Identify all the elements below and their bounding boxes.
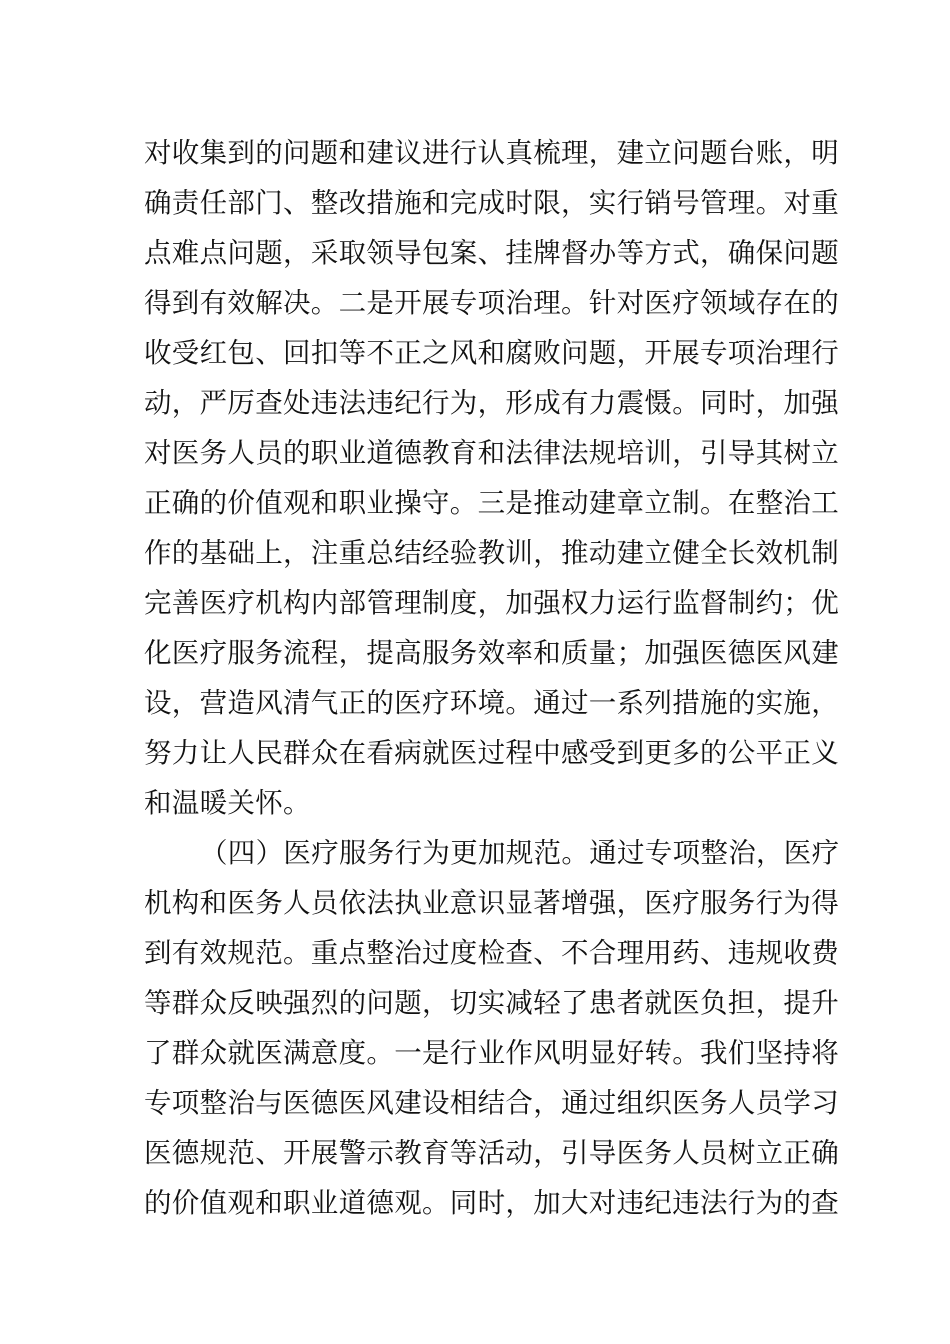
text-line: 点难点问题，采取领导包案、挂牌督办等方式，确保问题 — [144, 237, 839, 269]
text-line: 努力让人民群众在看病就医过程中感受到更多的公平正义 — [144, 737, 839, 769]
text-line: 得到有效解决。二是开展专项治理。针对医疗领域存在的 — [144, 287, 839, 319]
body-text — [144, 128, 840, 1228]
text-line: 完善医疗机构内部管理制度，加强权力运行监督制约；优 — [144, 587, 839, 619]
text-line: 确责任部门、整改措施和完成时限，实行销号管理。对重 — [144, 187, 839, 219]
text-line: 专项整治与医德医风建设相结合，通过组织医务人员学习 — [144, 1087, 839, 1119]
text-line: 动，严厉查处违法违纪行为，形成有力震慑。同时，加强 — [144, 387, 839, 419]
text-line: 了群众就医满意度。一是行业作风明显好转。我们坚持将 — [144, 1037, 839, 1069]
text-line: 等群众反映强烈的问题，切实减轻了患者就医负担，提升 — [144, 987, 839, 1019]
text-line: 作的基础上，注重总结经验教训，推动建立健全长效机制 — [144, 537, 839, 569]
text-line: 化医疗服务流程，提高服务效率和质量；加强医德医风建 — [144, 637, 839, 669]
text-line: 对收集到的问题和建议进行认真梳理，建立问题台账，明 — [144, 137, 839, 169]
text-line: 收受红包、回扣等不正之风和腐败问题，开展专项治理行 — [144, 337, 839, 369]
text-line: 医德规范、开展警示教育等活动，引导医务人员树立正确 — [144, 1137, 839, 1169]
section-heading-line: （四）医疗服务行为更加规范。通过专项整治，医疗 — [200, 837, 840, 869]
text-line: 正确的价值观和职业操守。三是推动建章立制。在整治工 — [144, 487, 839, 519]
text-line: 和温暖关怀。 — [144, 787, 311, 819]
text-line: 机构和医务人员依法执业意识显著增强，医疗服务行为得 — [144, 887, 839, 919]
text-line: 到有效规范。重点整治过度检查、不合理用药、违规收费 — [144, 937, 839, 969]
text-line: 的价值观和职业道德观。同时，加大对违纪违法行为的查 — [144, 1187, 839, 1219]
text-line: 设，营造风清气正的医疗环境。通过一系列措施的实施， — [144, 687, 839, 719]
text-line: 对医务人员的职业道德教育和法律法规培训，引导其树立 — [144, 437, 839, 469]
